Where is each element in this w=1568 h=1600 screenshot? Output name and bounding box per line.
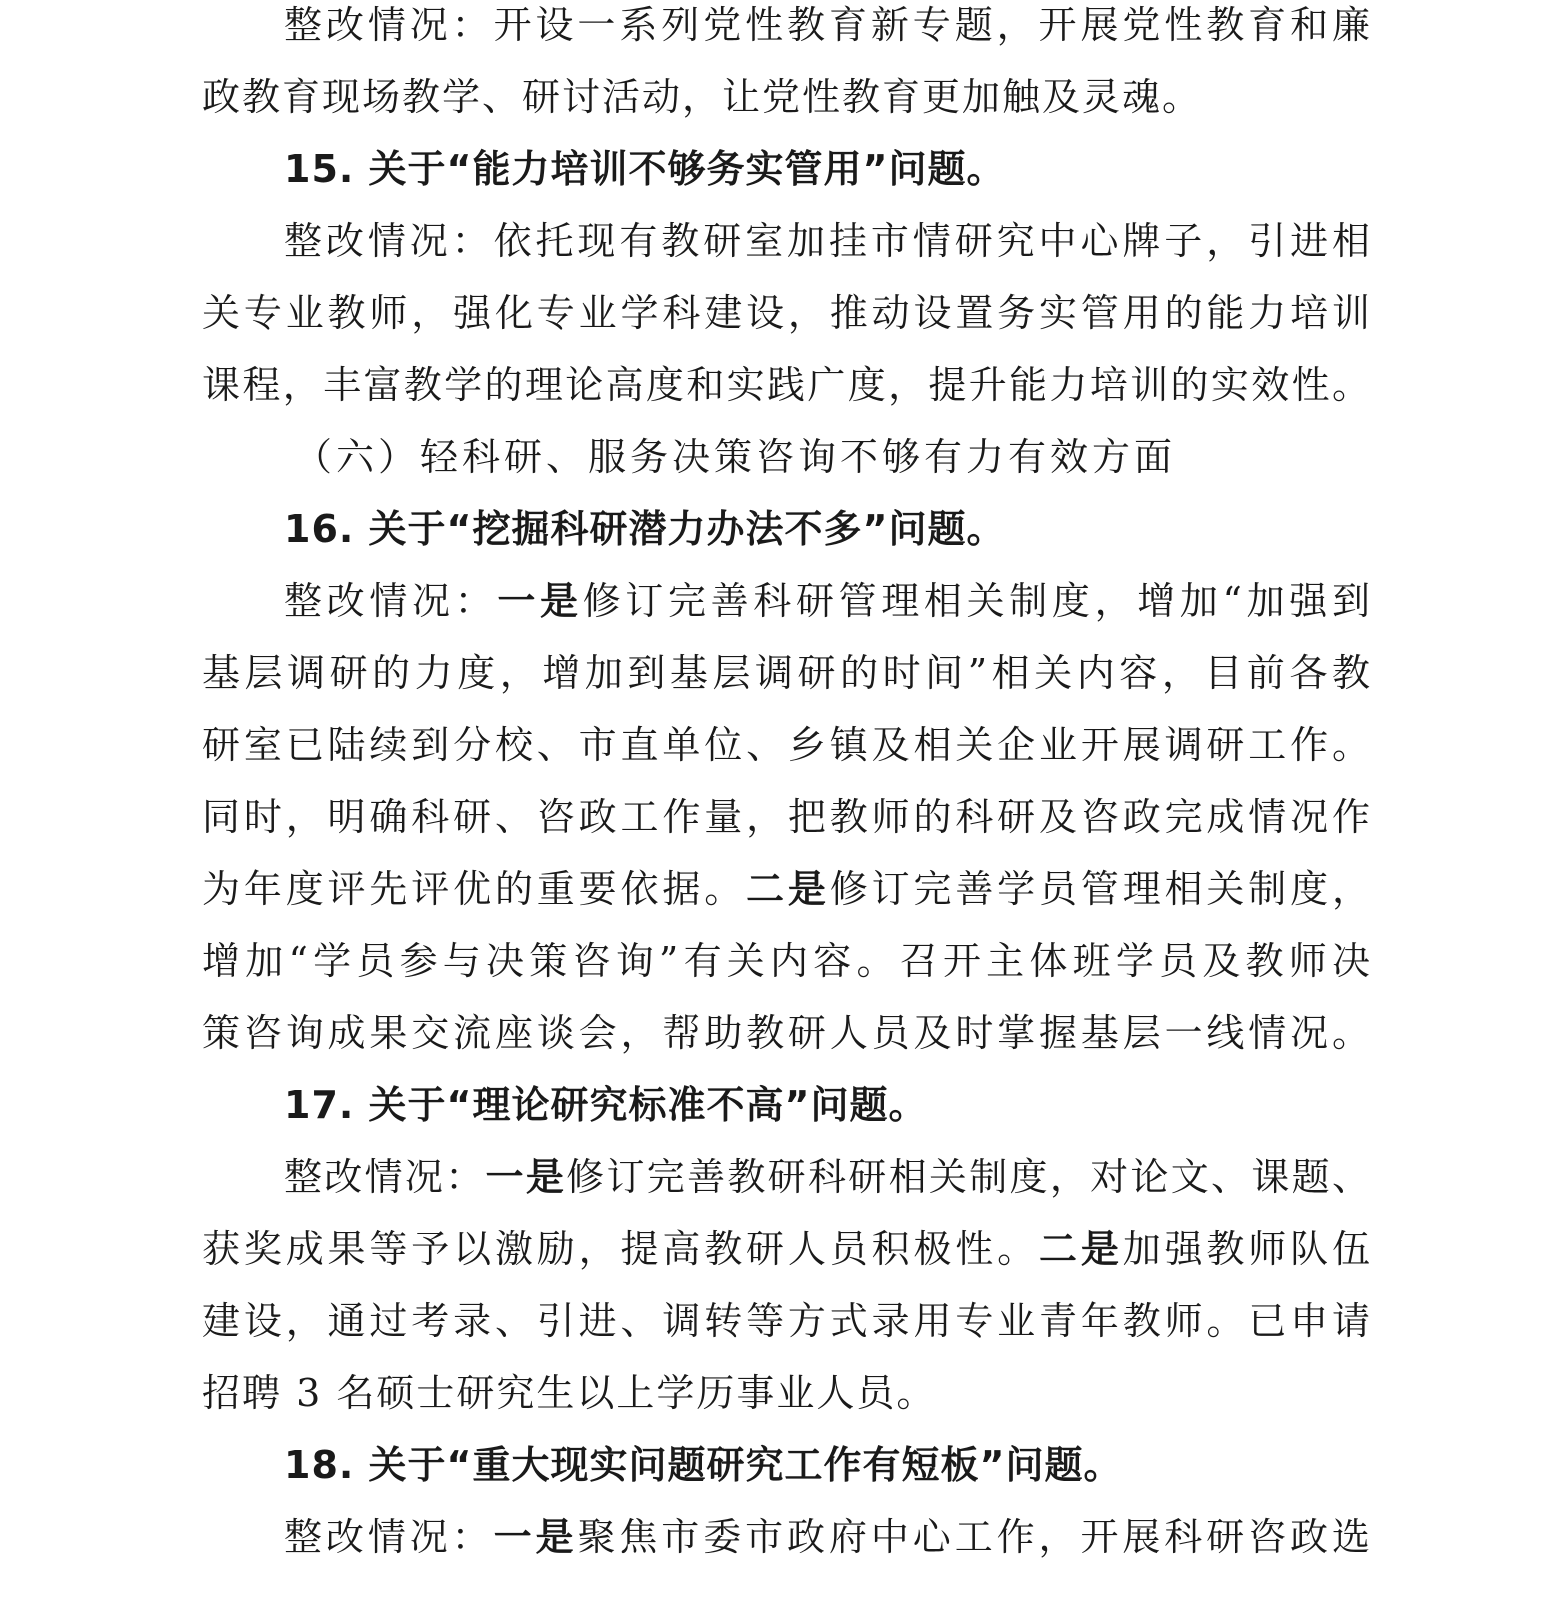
paragraph-line: 政教育现场教学、研讨活动，让党性教育更加触及灵魂。 bbox=[202, 75, 1203, 119]
paragraph-line: 为年度评先评优的重要依据。二是修订完善学员管理相关制度， bbox=[202, 866, 1372, 911]
paragraph-line: 整改情况：开设一系列党性教育新专题，开展党性教育和廉 bbox=[284, 3, 1372, 47]
paragraph-line: 整改情况：依托现有教研室加挂市情研究中心牌子，引进相 bbox=[284, 219, 1372, 263]
paragraph-line: 关专业教师，强化专业学科建设，推动设置务实管用的能力培训 bbox=[202, 291, 1372, 335]
item-heading-18: 18. 关于“重大现实问题研究工作有短板”问题。 bbox=[284, 1443, 1123, 1487]
paragraph-line: 策咨询成果交流座谈会，帮助教研人员及时掌握基层一线情况。 bbox=[202, 1011, 1372, 1055]
paragraph-line: 整改情况：一是聚焦市委市政府中心工作，开展科研咨政选 bbox=[284, 1514, 1372, 1559]
section-heading-6: （六）轻科研、服务决策咨询不够有力有效方面 bbox=[294, 435, 1177, 479]
paragraph-line: 整改情况：一是修订完善科研管理相关制度，增加“加强到 bbox=[284, 578, 1372, 623]
paragraph-line: 增加“学员参与决策咨询”有关内容。召开主体班学员及教师决 bbox=[202, 939, 1372, 983]
paragraph-line: 课程，丰富教学的理论高度和实践广度，提升能力培训的实效性。 bbox=[202, 363, 1372, 407]
paragraph-line: 招聘 3 名硕士研究生以上学历事业人员。 bbox=[202, 1371, 937, 1415]
item-heading-15: 15. 关于“能力培训不够务实管用”问题。 bbox=[284, 147, 1006, 191]
paragraph-line: 同时，明确科研、咨政工作量，把教师的科研及咨政完成情况作 bbox=[202, 795, 1372, 839]
paragraph-line: 基层调研的力度，增加到基层调研的时间”相关内容，目前各教 bbox=[202, 651, 1372, 695]
paragraph-line: 建设，通过考录、引进、调转等方式录用专业青年教师。已申请 bbox=[202, 1299, 1372, 1343]
paragraph-line: 整改情况：一是修订完善教研科研相关制度，对论文、课题、 bbox=[284, 1154, 1372, 1199]
paragraph-line: 获奖成果等予以激励，提高教研人员积极性。二是加强教师队伍 bbox=[202, 1226, 1372, 1271]
item-heading-17: 17. 关于“理论研究标准不高”问题。 bbox=[284, 1083, 928, 1127]
paragraph-line: 研室已陆续到分校、市直单位、乡镇及相关企业开展调研工作。 bbox=[202, 723, 1372, 767]
item-heading-16: 16. 关于“挖掘科研潜力办法不多”问题。 bbox=[284, 507, 1006, 551]
